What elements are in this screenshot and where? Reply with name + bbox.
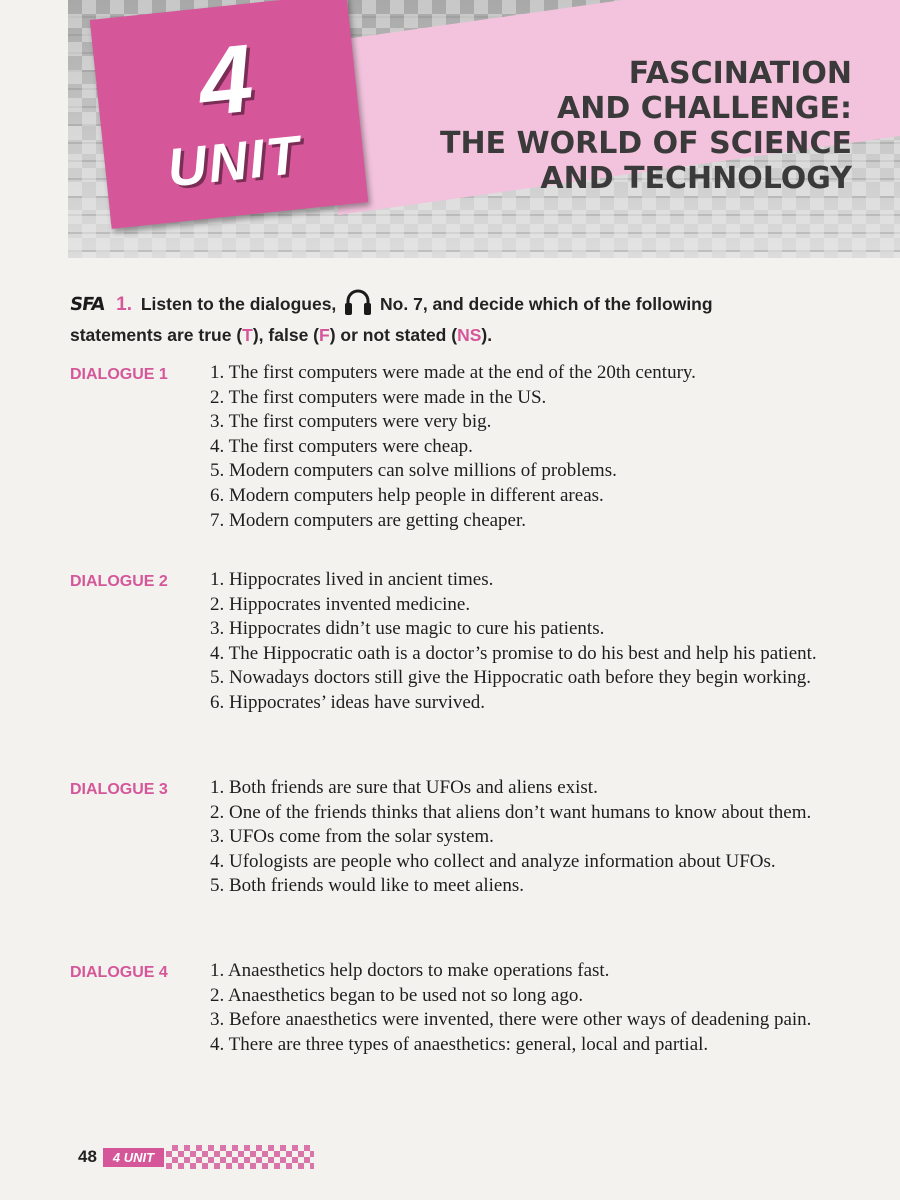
not-stated-mark: NS [457, 325, 482, 345]
task-instruction [70, 288, 860, 348]
audio-reference: No. 7, and decide which of the following [380, 294, 713, 314]
statement: 4. The first computers were cheap. [210, 435, 473, 457]
statement: 4. The Hippocratic oath is a doctor’s promise to do his best and help his patient. [210, 642, 817, 664]
statement: 6. Hippocrates’ ideas have survived. [210, 691, 486, 713]
unit-number: 4 [193, 24, 258, 137]
statement: 2. One of the friends thinks that aliens don’t want humans to know about them. [210, 801, 812, 823]
statement: 3. The first computers were very big. [210, 411, 492, 433]
unit-word: UNIT [164, 124, 305, 199]
task-text: ) or not stated ( [329, 325, 458, 345]
unit-title-line: FASCINATION [628, 56, 852, 91]
statement: 5. Both friends would like to meet aliens. [210, 875, 524, 897]
statement: 2. The first computers were made in the US. [210, 386, 547, 408]
statement: 1. The first computers were made at the end of the 20th century. [210, 362, 696, 383]
task-text: Listen to the dialogues, [140, 294, 337, 314]
statement-list [210, 776, 860, 899]
dialogue-label: DIALOGUE 1 [70, 366, 168, 383]
statement: 3. Hippocrates didn’t use magic to cure his patients. [210, 618, 605, 640]
task-text: ). [481, 325, 493, 345]
task-text: statements are true ( [70, 325, 243, 345]
dialogue-label: DIALOGUE 2 [70, 573, 168, 590]
statement: 5. Modern computers can solve millions of problems. [210, 460, 617, 482]
dialogue-label: DIALOGUE 4 [70, 964, 168, 981]
unit-badge [90, 0, 369, 229]
statement-list [210, 959, 860, 1057]
headphones-icon [343, 288, 373, 323]
true-mark: T [242, 325, 253, 345]
statement: 3. Before anaesthetics were invented, there were other ways of deadening pain. [210, 1009, 812, 1031]
statement: 6. Modern computers help people in different areas. [210, 484, 604, 506]
false-mark: F [319, 325, 330, 345]
page-number: 48 [78, 1147, 97, 1166]
sfa-badge: SFA [68, 294, 106, 315]
statement: 1. Anaesthetics help doctors to make operations fast. [210, 960, 610, 981]
statement: 4. Ufologists are people who collect and analyze information about UFOs. [210, 850, 776, 872]
unit-title-line: AND TECHNOLOGY [540, 161, 852, 196]
statement: 5. Nowadays doctors still give the Hippocratic oath before they begin working. [210, 667, 811, 689]
statement: 3. UFOs come from the solar system. [210, 826, 494, 848]
task-text: ), false ( [252, 325, 319, 345]
unit-title [440, 56, 852, 196]
footer-unit-tag: 4 UNIT [103, 1148, 164, 1167]
task-number: 1. [116, 294, 132, 315]
statement: 7. Modern computers are getting cheaper. [210, 509, 527, 531]
statement-list [210, 361, 860, 533]
footer-checker-pattern [166, 1145, 314, 1169]
statement: 1. Both friends are sure that UFOs and aliens exist. [210, 777, 598, 798]
statement: 2. Hippocrates invented medicine. [210, 593, 471, 615]
statement: 1. Hippocrates lived in ancient times. [210, 569, 494, 590]
dialogue-label: DIALOGUE 3 [70, 781, 168, 798]
unit-title-line: THE WORLD OF SCIENCE [439, 126, 852, 161]
unit-title-line: AND CHALLENGE: [557, 91, 852, 126]
statement: 2. Anaesthetics began to be used not so long ago. [210, 984, 584, 1006]
statement: 4. There are three types of anaesthetics: general, local and partial. [210, 1033, 709, 1055]
page-footer [78, 1144, 314, 1170]
statement-list [210, 568, 860, 716]
